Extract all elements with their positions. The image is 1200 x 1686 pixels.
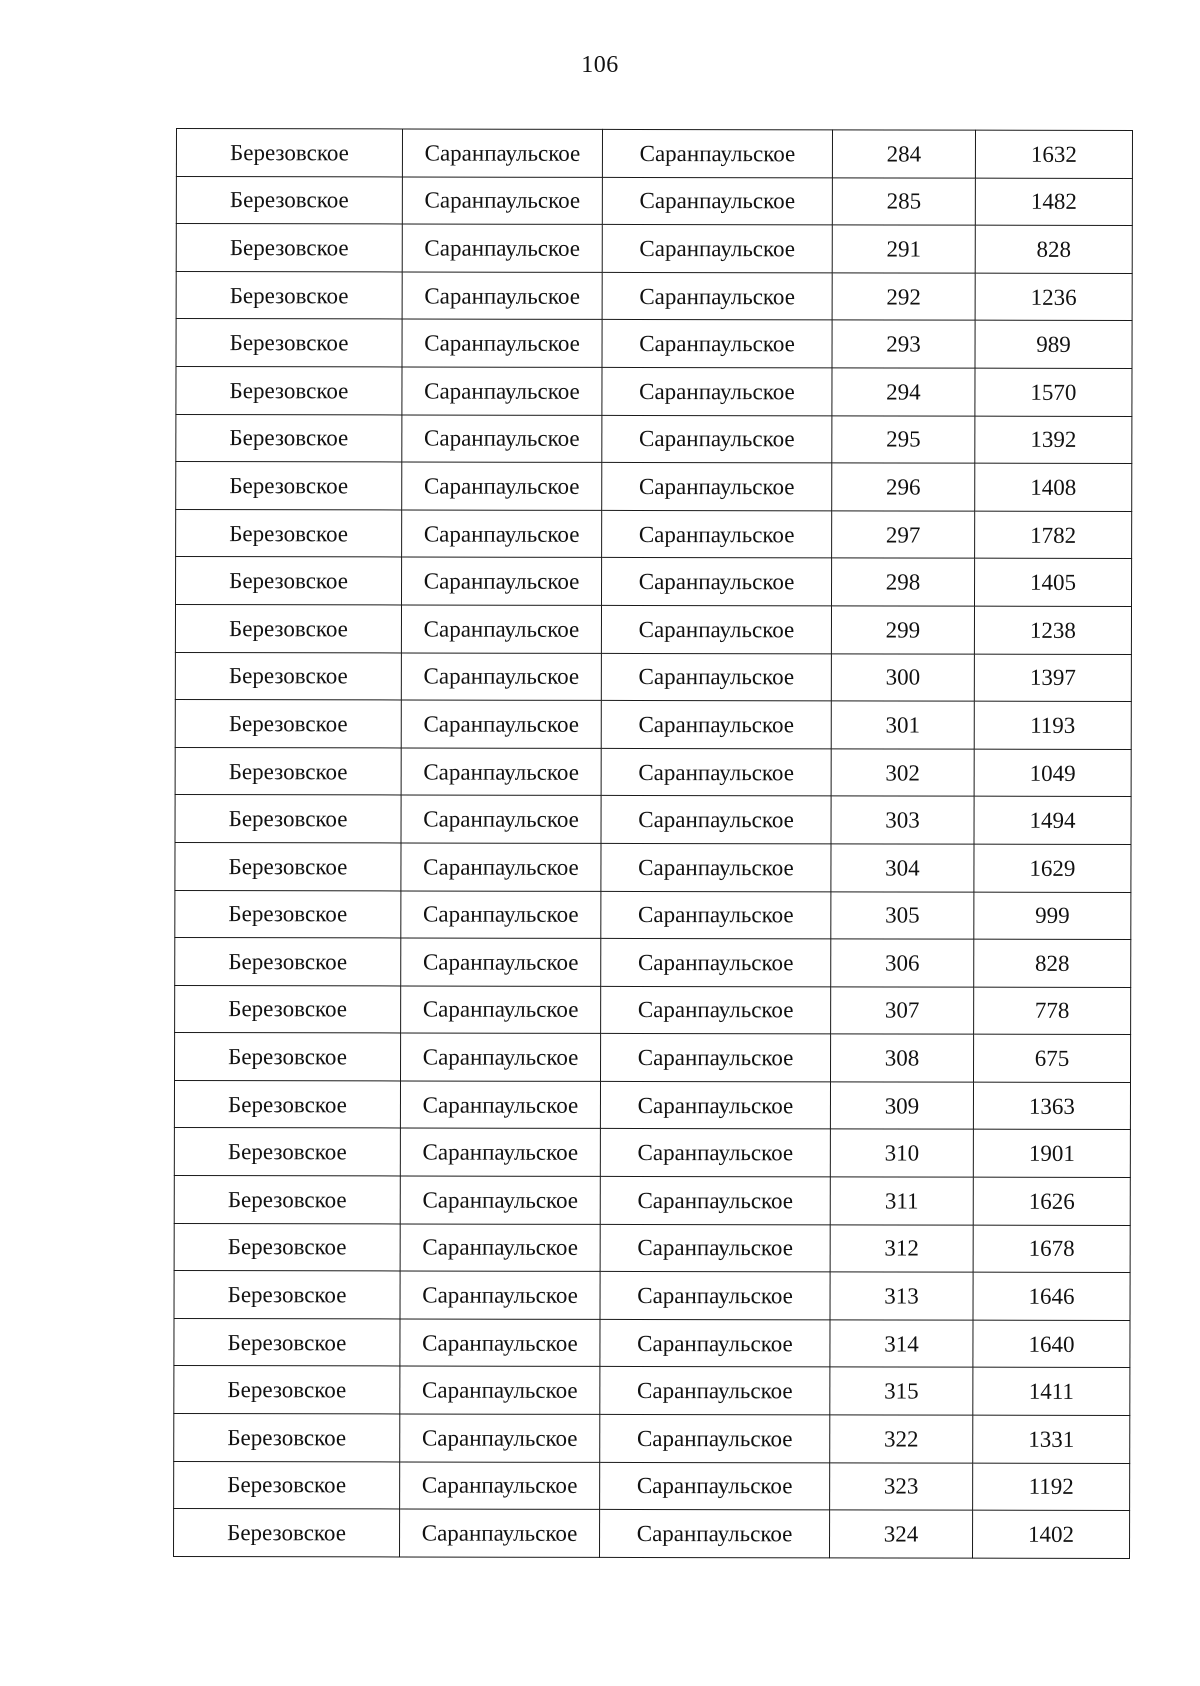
forestry-cell: Саранпаульское: [602, 272, 832, 320]
settlement-cell: Саранпаульское: [402, 415, 602, 463]
area-cell: 1049: [974, 749, 1131, 797]
district-cell: Березовское: [176, 557, 402, 605]
quarter-number-cell: 310: [830, 1129, 973, 1177]
quarter-number-cell: 285: [832, 177, 975, 225]
settlement-cell: Саранпаульское: [400, 1509, 600, 1557]
settlement-cell: Саранпаульское: [401, 653, 601, 701]
district-cell: Березовское: [175, 842, 401, 890]
forestry-cell: Саранпаульское: [601, 1034, 831, 1082]
quarter-number-cell: 302: [831, 749, 974, 797]
settlement-cell: Саранпаульское: [400, 1224, 600, 1272]
district-cell: Березовское: [174, 1366, 400, 1414]
table-body: [174, 129, 1133, 1559]
table-row: [174, 1509, 1130, 1559]
quarter-number-cell: 293: [832, 320, 975, 368]
quarter-number-cell: 306: [831, 939, 974, 987]
forestry-cell: Саранпаульское: [601, 748, 831, 796]
forestry-cell: Саранпаульское: [600, 1462, 830, 1510]
district-cell: Березовское: [175, 938, 401, 986]
district-cell: Березовское: [175, 1033, 401, 1081]
forestry-cell: Саранпаульское: [601, 986, 831, 1034]
settlement-cell: Саранпаульское: [400, 1366, 600, 1414]
quarter-number-cell: 309: [830, 1082, 973, 1130]
district-cell: Березовское: [175, 604, 401, 652]
forestry-cell: Саранпаульское: [600, 1176, 830, 1224]
settlement-cell: Саранпаульское: [402, 557, 602, 605]
settlement-cell: Саранпаульское: [402, 224, 602, 272]
quarter-number-cell: 312: [830, 1225, 973, 1273]
area-cell: 1193: [974, 701, 1131, 749]
area-cell: 1397: [974, 654, 1131, 702]
table-row: [174, 1461, 1130, 1511]
forestry-cell: Саранпаульское: [602, 129, 832, 177]
area-cell: 828: [974, 939, 1131, 987]
quarter-number-cell: 291: [832, 225, 975, 273]
table-row: [175, 938, 1131, 988]
forestry-cell: Саранпаульское: [600, 1367, 830, 1415]
page-number: 106: [581, 52, 619, 78]
area-cell: 1632: [975, 130, 1132, 178]
area-cell: 1363: [973, 1082, 1130, 1130]
settlement-cell: Саранпаульское: [401, 605, 601, 653]
table-row: [174, 1366, 1130, 1416]
area-cell: 778: [974, 987, 1131, 1035]
district-cell: Березовское: [174, 1128, 400, 1176]
area-cell: 828: [975, 225, 1132, 273]
settlement-cell: Саранпаульское: [402, 367, 602, 415]
quarter-number-cell: 301: [831, 701, 974, 749]
settlement-cell: Саранпаульское: [401, 1033, 601, 1081]
settlement-cell: Саранпаульское: [400, 1271, 600, 1319]
district-cell: Березовское: [175, 890, 401, 938]
table-row: [174, 1176, 1130, 1226]
table-row: [174, 1414, 1130, 1464]
forestry-cell: Саранпаульское: [601, 891, 831, 939]
area-cell: 1640: [973, 1320, 1130, 1368]
table-row: [176, 224, 1132, 274]
district-cell: Березовское: [174, 1414, 400, 1462]
table-row: [175, 604, 1131, 654]
table-row: [176, 271, 1132, 321]
settlement-cell: Саранпаульское: [400, 1176, 600, 1224]
quarter-number-cell: 294: [832, 368, 975, 416]
quarter-number-cell: 297: [832, 511, 975, 559]
table-row: [175, 985, 1131, 1035]
quarter-number-cell: 313: [830, 1272, 973, 1320]
table-row: [175, 795, 1131, 845]
table-row: [174, 1080, 1130, 1130]
area-cell: 1646: [973, 1272, 1130, 1320]
quarter-number-cell: 323: [830, 1462, 973, 1510]
settlement-cell: Саранпаульское: [400, 1414, 600, 1462]
district-cell: Березовское: [176, 509, 402, 557]
district-cell: Березовское: [174, 1080, 400, 1128]
table-row: [174, 1223, 1130, 1273]
forestry-cell: Саранпаульское: [602, 225, 832, 273]
table-row: [175, 700, 1131, 750]
area-cell: 1331: [973, 1415, 1130, 1463]
forestry-cell: Саранпаульское: [601, 605, 831, 653]
quarter-number-cell: 292: [832, 273, 975, 321]
table-row: [174, 1318, 1130, 1368]
district-cell: Березовское: [175, 700, 401, 748]
forestry-cell: Саранпаульское: [602, 177, 832, 225]
area-cell: 1238: [974, 606, 1131, 654]
district-cell: Березовское: [175, 652, 401, 700]
area-cell: 1411: [973, 1368, 1130, 1416]
area-cell: 999: [974, 892, 1131, 940]
settlement-cell: Саранпаульское: [400, 1319, 600, 1367]
area-cell: 1405: [975, 559, 1132, 607]
district-cell: Березовское: [176, 176, 402, 224]
area-cell: 1782: [975, 511, 1132, 559]
table-row: [174, 1271, 1130, 1321]
forestry-cell: Саранпаульское: [600, 1414, 830, 1462]
settlement-cell: Саранпаульское: [401, 890, 601, 938]
district-cell: Березовское: [175, 795, 401, 843]
area-cell: 1236: [975, 273, 1132, 321]
table-row: [176, 366, 1132, 416]
table-row: [176, 557, 1132, 607]
area-cell: 1629: [974, 844, 1131, 892]
district-cell: Березовское: [176, 129, 402, 177]
forestry-cell: Саранпаульское: [600, 1272, 830, 1320]
quarter-number-cell: 299: [831, 606, 974, 654]
forestry-cell: Саранпаульское: [602, 463, 832, 511]
area-cell: 1402: [973, 1510, 1130, 1558]
district-cell: Березовское: [174, 1461, 400, 1509]
forestry-cell: Саранпаульское: [600, 1081, 830, 1129]
area-cell: 1570: [975, 368, 1132, 416]
settlement-cell: Саранпаульское: [401, 700, 601, 748]
settlement-cell: Саранпаульское: [402, 510, 602, 558]
quarter-number-cell: 311: [830, 1177, 973, 1225]
table-row: [174, 1128, 1130, 1178]
settlement-cell: Саранпаульское: [400, 1081, 600, 1129]
settlement-cell: Саранпаульское: [400, 1462, 600, 1510]
district-cell: Березовское: [175, 747, 401, 795]
district-cell: Березовское: [176, 462, 402, 510]
district-cell: Березовское: [176, 271, 402, 319]
quarter-number-cell: 315: [830, 1367, 973, 1415]
area-cell: 675: [974, 1034, 1131, 1082]
quarter-number-cell: 307: [831, 987, 974, 1035]
settlement-cell: Саранпаульское: [402, 319, 602, 367]
area-cell: 1494: [974, 796, 1131, 844]
quarter-number-cell: 295: [832, 415, 975, 463]
table-row: [176, 462, 1132, 512]
area-cell: 1192: [973, 1463, 1130, 1511]
table-row: [176, 176, 1132, 226]
quarter-number-cell: 303: [831, 796, 974, 844]
table-row: [176, 414, 1132, 464]
area-cell: 1408: [975, 463, 1132, 511]
forestry-cell: Саранпаульское: [602, 558, 832, 606]
quarter-number-cell: 304: [831, 844, 974, 892]
forestry-cell: Саранпаульское: [602, 510, 832, 558]
forestry-cell: Саранпаульское: [602, 367, 832, 415]
district-cell: Березовское: [176, 224, 402, 272]
table-row: [175, 890, 1131, 940]
forestry-cell: Саранпаульское: [600, 1319, 830, 1367]
district-cell: Березовское: [174, 1271, 400, 1319]
settlement-cell: Саранпаульское: [402, 272, 602, 320]
district-cell: Березовское: [176, 366, 402, 414]
quarter-number-cell: 296: [832, 463, 975, 511]
forestry-cell: Саранпаульское: [602, 320, 832, 368]
forestry-cell: Саранпаульское: [601, 843, 831, 891]
forestry-cell: Саранпаульское: [601, 653, 831, 701]
settlement-cell: Саранпаульское: [401, 938, 601, 986]
data-table: [173, 128, 1133, 1559]
table-row: [175, 842, 1131, 892]
area-cell: 989: [975, 321, 1132, 369]
forestry-cell: Саранпаульское: [600, 1224, 830, 1272]
table-row: [176, 129, 1132, 179]
forestry-cell: Саранпаульское: [602, 415, 832, 463]
area-cell: 1392: [975, 416, 1132, 464]
quarter-number-cell: 324: [830, 1510, 973, 1558]
quarter-number-cell: 284: [832, 130, 975, 178]
forestry-cell: Саранпаульское: [601, 701, 831, 749]
settlement-cell: Саранпаульское: [402, 129, 602, 177]
quarter-number-cell: 314: [830, 1320, 973, 1368]
forestry-cell: Саранпаульское: [601, 796, 831, 844]
table-row: [176, 319, 1132, 369]
district-cell: Березовское: [174, 1223, 400, 1271]
quarter-number-cell: 298: [832, 558, 975, 606]
table-row: [176, 509, 1132, 559]
quarter-number-cell: 305: [831, 891, 974, 939]
settlement-cell: Саранпаульское: [400, 1128, 600, 1176]
district-cell: Березовское: [174, 1318, 400, 1366]
district-cell: Березовское: [174, 1176, 400, 1224]
forestry-cell: Саранпаульское: [600, 1129, 830, 1177]
district-cell: Березовское: [175, 985, 401, 1033]
area-cell: 1678: [973, 1225, 1130, 1273]
settlement-cell: Саранпаульское: [402, 177, 602, 225]
table-row: [175, 747, 1131, 797]
settlement-cell: Саранпаульское: [401, 843, 601, 891]
district-cell: Березовское: [176, 319, 402, 367]
forestry-cell: Саранпаульское: [601, 938, 831, 986]
area-cell: 1901: [973, 1130, 1130, 1178]
settlement-cell: Саранпаульское: [401, 986, 601, 1034]
table-row: [175, 1033, 1131, 1083]
quarter-number-cell: 308: [831, 1034, 974, 1082]
district-cell: Березовское: [176, 414, 402, 462]
settlement-cell: Саранпаульское: [402, 462, 602, 510]
quarter-number-cell: 322: [830, 1415, 973, 1463]
forestry-cell: Саранпаульское: [600, 1510, 830, 1558]
quarter-number-cell: 300: [831, 653, 974, 701]
settlement-cell: Саранпаульское: [401, 795, 601, 843]
settlement-cell: Саранпаульское: [401, 748, 601, 796]
table-row: [175, 652, 1131, 702]
area-cell: 1482: [975, 178, 1132, 226]
district-cell: Березовское: [174, 1509, 400, 1557]
area-cell: 1626: [973, 1177, 1130, 1225]
